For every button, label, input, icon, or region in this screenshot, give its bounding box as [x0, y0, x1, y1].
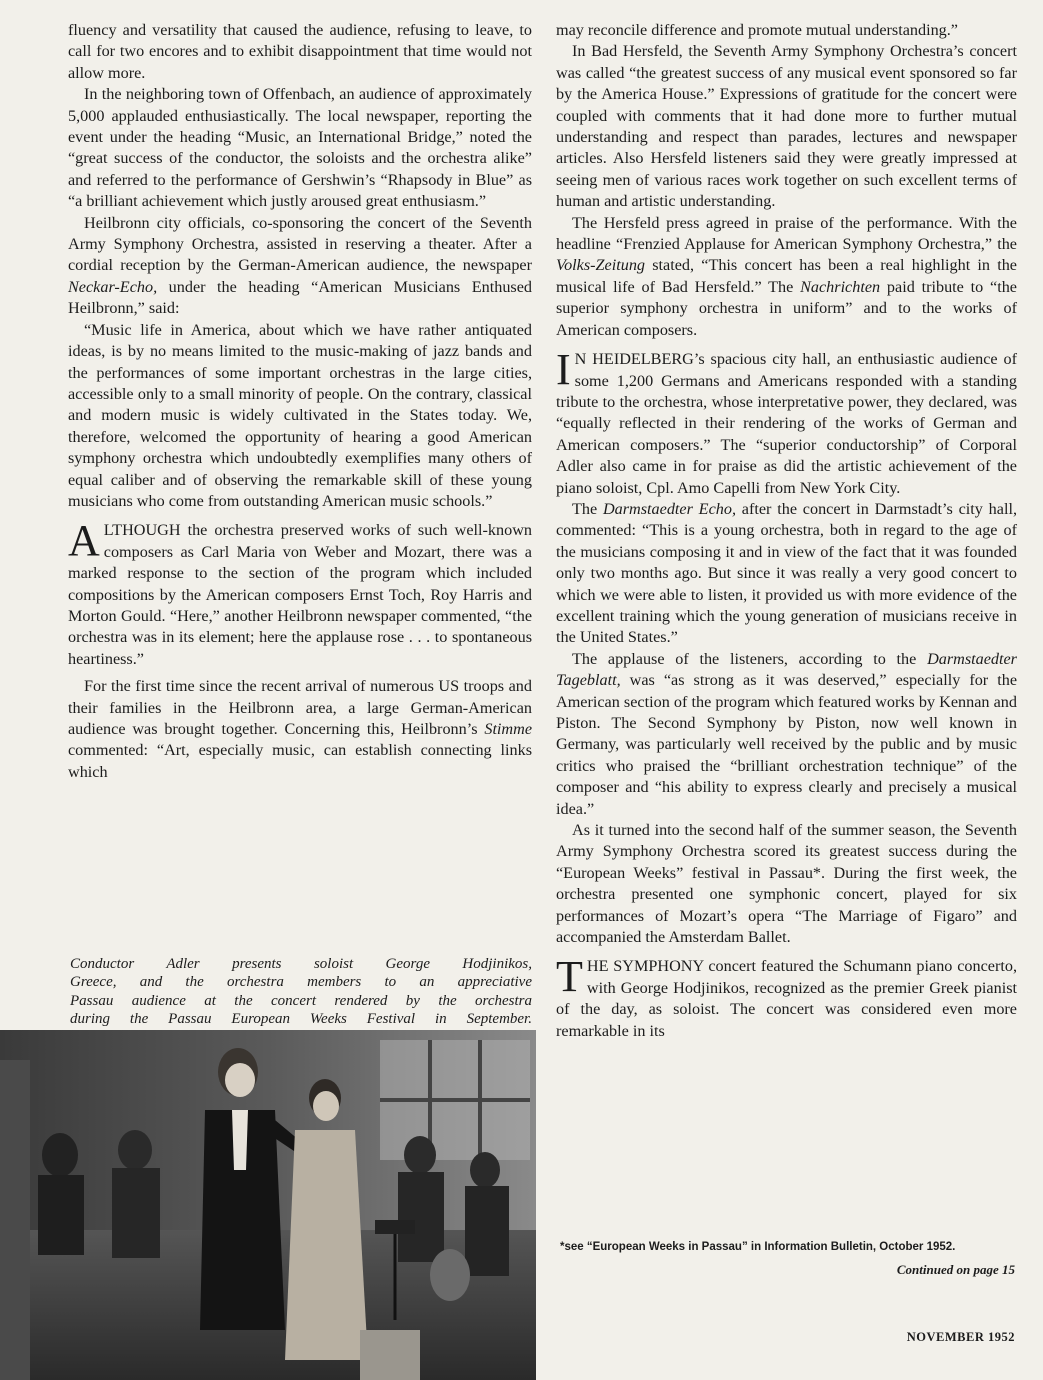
- paragraph-reconcile: may reconcile difference and promote mutual understanding.”: [556, 21, 958, 39]
- paragraph-fluency: fluency and versatility that caused the audience, refusing to leave, to call for two encores and to exhibit disappointment that time would not allow more.: [68, 21, 532, 82]
- text: LTHOUGH the orchestra preserved works of such well-known composers as Carl Maria von Weber and Mozart, there was a marked response to the section of the program which included compositions by the American composers Ernst Toch, Roy Harris and Morton Gould. “Here,” another Heilbronn newspaper commented, “the orchestra was in its element; here the applause rose . . . to spontaneous heartiness.”: [68, 521, 532, 668]
- paragraph-passau: As it turned into the second half of the summer season, the Seventh Army Symphony Orchestra scored its greatest success during the “European Weeks” festival in Passau*. During the first week, the orchestra presented one symphonic concert, played for six performances of Mozart’s opera “The Marriage of Figaro” and accompanied the Amsterdam Ballet.: [556, 821, 1017, 947]
- text: under the heading “American Musicians Enthused Heilbronn,” said:: [68, 277, 532, 318]
- caption-line: Passau audience at the concert rendered by the orchestra: [70, 992, 532, 1009]
- paragraph-bad-hersfeld: In Bad Hersfeld, the Seventh Army Symphony Orchestra’s concert was called “the greatest success of any musical event sponsored so far by the America House.” Expressions of gratitude for the concert were coupled with comments that it had done more to further mutual understanding and respect than parades, lectures and newspaper articles. Also Hersfeld listeners said they were greatly impressed at seeing men of various races work together on such excellent terms of human and artistic understanding.: [556, 42, 1017, 211]
- text: The applause of the listeners, according to the: [572, 649, 928, 668]
- text: For the first time since the recent arrival of numerous US troops and their families in the Heilbronn area, a large German-American audience was brought together. Concerning this, Heilbronn’s: [68, 677, 532, 738]
- newspaper-name: Volks-Zeitung: [556, 256, 646, 275]
- left-column: [68, 20, 532, 783]
- newspaper-name: Stimme: [484, 720, 532, 738]
- drop-cap: I: [556, 345, 571, 395]
- paragraph-darmstaedter-echo: [556, 499, 1017, 649]
- quote-neckar-echo: “Music life in America, about which we have rather antiquated ideas, is by no means limited to the music-making of jazz bands and the performances of some important orchestras in the large cities, accessible only to a small minority of people. On the contrary, classical and modern music is widely cultivated in the States today. We, therefore, welcomed the opportunity of hearing a good American symphony orchestra which undoubtedly exemplifies many others of equal caliber and of observing the remarkable skill of these young musicians who come from outstanding American music schools.”: [68, 320, 532, 510]
- concert-photo-illustration: [0, 1030, 536, 1380]
- paragraph-first-time: [68, 676, 532, 783]
- newspaper-name: Darmstaedter Tageblatt,: [556, 649, 1017, 690]
- text: stated, “This concert has been a real highlight in the musical life of Bad Hersfeld.” The: [556, 256, 1017, 296]
- paragraph-darmstaedter-tageblatt: [556, 649, 1017, 820]
- caption-line: during the Passau European Weeks Festival in September.: [70, 1011, 532, 1028]
- text: The Hersfeld press agreed in praise of the performance. With the headline “Frenzied Applause for American Symphony Orchestra,” the: [556, 213, 1017, 254]
- paragraph-although: [68, 516, 532, 670]
- newspaper-name: Darmstaedter Echo,: [602, 499, 736, 518]
- continued-note: Continued on page 15: [896, 1262, 1015, 1277]
- paragraph-hersfeld-press: [556, 213, 1017, 341]
- paragraph-offenbach: In the neighboring town of Offenbach, an audience of approximately 5,000 applauded enthusiastically. The local newspaper, reporting the event under the heading “Music, an International Bridge,” noted the “great success of the conductor, the soloists and the orchestra alike” and referred to the performance of Gershwin’s “Rhapsody in Blue” as “a brilliant achievement which justly aroused great enthusiasm.”: [68, 85, 532, 211]
- newspaper-name: Neckar-Echo,: [68, 277, 158, 296]
- text: paid tribute to “the superior symphony orchestra in uniform” and to the works of American composers.: [556, 277, 1017, 339]
- text: was “as strong as it was deserved,” especially for the American section of the program which featured works by Kennan and Piston. The Second Symphony by Piston, now well known in Germany, was particularly well received by the public and by music critics who praised the “brilliant orchestration technique” of the composer and “his ability to express clearly and precisely a musical idea.”: [556, 671, 1017, 818]
- caption-line: Conductor Adler presents soloist George Hodjinikos,: [70, 956, 532, 972]
- text: commented: “Art, especially music, can establish connecting links which: [68, 741, 532, 781]
- drop-cap: A: [68, 516, 100, 566]
- page-footer: NOVEMBER 1952: [906, 1330, 1015, 1344]
- text: The: [572, 499, 603, 518]
- paragraph-heilbronn: [68, 213, 532, 320]
- photo-caption: [70, 955, 532, 1029]
- footnote: *see “European Weeks in Passau” in Information Bulletin, October 1952.: [560, 1241, 956, 1253]
- paragraph-symphony: [556, 952, 1017, 1042]
- text: HE SYMPHONY concert featured the Schumann piano concerto, with George Hodjinikos, recognized as the premier Greek pianist of the day, as soloist. The concert was considered even more remarkable in its: [556, 957, 1017, 1040]
- caption-line: Greece, and the orchestra members to an appreciative: [70, 974, 532, 991]
- drop-cap: T: [556, 952, 583, 1002]
- right-column: [556, 20, 1017, 1042]
- newspaper-name: Nachrichten: [800, 277, 881, 296]
- text: Heilbronn city officials, co-sponsoring the concert of the Seventh Army Symphony Orchestra, assisted in reserving a theater. After a cordial reception by the German-American audience, the newspaper: [68, 213, 532, 275]
- paragraph-heidelberg: [556, 345, 1017, 499]
- text: after the concert in Darmstadt’s city hall, commented: “This is a young orchestra, both in regard to the age of the musicians composing it and in view of the fact that it was founded only two months ago. But since it was really a very good concert to which we were able to listen, it provided us with more evidence of the excellent training which the young generation of musicians receive in the United States.”: [556, 499, 1018, 647]
- concert-photo: [0, 1030, 536, 1380]
- text: N HEIDELBERG’s spacious city hall, an enthusiastic audience of some 1,200 Germans and Americans responded with a standing tribute to the orchestra, whose interpretative power, they declared, was “equally reflected in their rendering of the works of German and American composers.” The “superior conductorship” of Corporal Adler also came in for praise as did the artistic achievement of the piano soloist, Cpl. Amo Capelli from New York City.: [556, 350, 1017, 497]
